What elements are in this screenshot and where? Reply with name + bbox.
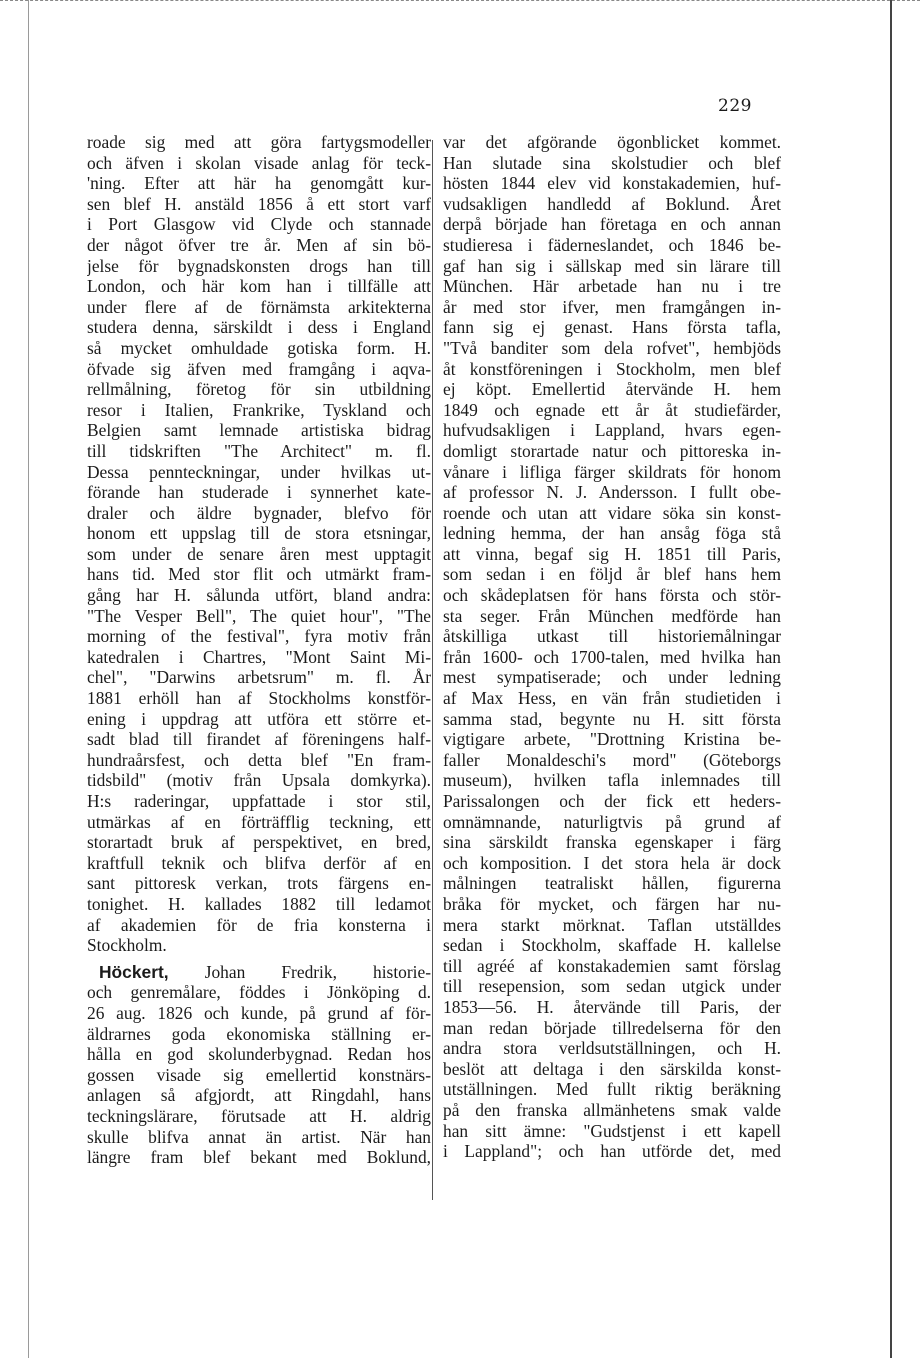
text-line: till resepension, som sedan utgick under	[443, 976, 781, 997]
entry-heading-line	[87, 962, 431, 983]
text-line: teckningslärare, förutsade att H. aldrig	[87, 1105, 431, 1126]
page-top-edge	[0, 0, 920, 5]
text-line: Han slutade sina skolstudier och blef	[443, 152, 781, 173]
text-line: samma stad, begynte nu H. sitt första	[443, 708, 781, 729]
text-line: domligt storartade natur och pittoreska in-	[443, 440, 781, 461]
text-line: sina särskildt franska egenskaper i färg	[443, 832, 781, 853]
text-line: sta seger. Från München medförde han	[443, 605, 781, 626]
text-line: skulle blifva annat än artist. När han	[87, 1126, 431, 1147]
text-line: sadt blad till firandet af föreningens half-	[87, 729, 431, 750]
text-line: 'ning. Efter att här ha genomgått kur-	[87, 173, 431, 194]
text-line: jelse för bygnadskonsten drogs han till	[87, 255, 431, 276]
text-line: år med stor ifver, men framgången in-	[443, 296, 781, 317]
text-line: och genremålare, föddes i Jönköping d.	[87, 982, 431, 1003]
left-column	[87, 132, 431, 1168]
page-number: 229	[718, 96, 752, 116]
text-line: af professor N. J. Andersson. I fullt obe-	[443, 482, 781, 503]
text-line: sen blef H. anstäld 1856 å ett stort varf	[87, 193, 431, 214]
text-line: London, och här kom han i tillfälle att	[87, 276, 431, 297]
text-line: 1853—56. H. återvände till Paris, der	[443, 996, 781, 1017]
text-line: och skådeplatsen för hans första och stör-	[443, 585, 781, 606]
text-line: var det afgörande ögonblicket kommet.	[443, 132, 781, 152]
text-line: katedralen i Chartres, "Mont Saint Mi-	[87, 646, 431, 667]
text-line: längre fram blef bekant med Boklund,	[87, 1147, 431, 1168]
text-line: hålla en god skolunderbygnad. Redan hos	[87, 1044, 431, 1065]
text-line: utmärkas af en förträfflig teckning, ett	[87, 811, 431, 832]
text-line: ledning hemma, der han ansåg föga stå	[443, 523, 781, 544]
text-line: åtskilliga utkast till historiemålningar	[443, 626, 781, 647]
text-line: chel", "Darwins arbetsrum" m. fl. År	[87, 667, 431, 688]
page-right-edge	[890, 0, 892, 1358]
text-line: i Lappland"; och han utförde det, med	[443, 1141, 781, 1162]
text-line: till tidskriften "The Architect" m. fl.	[87, 440, 431, 461]
text-line: storartadt bruk af perspektivet, en bred,	[87, 832, 431, 853]
text-line: vigtigare arbete, "Drottning Kristina be-	[443, 729, 781, 750]
text-line: vudsakligen handledd af Boklund. Året	[443, 193, 781, 214]
text-line: förande han studerade i synnerhet kate-	[87, 482, 431, 503]
text-line: kraftfull teknik och blifva derför af en	[87, 852, 431, 873]
text-line: morning of the festival", fyra motiv från	[87, 626, 431, 647]
text-line: af akademien för de fria konsterna i	[87, 914, 431, 935]
text-line: München. Här arbetade han nu i tre	[443, 276, 781, 297]
text-line: utställningen. Med fullt riktig beräkning	[443, 1079, 781, 1100]
text-line: sant pittoresk verkan, trots färgens en-	[87, 873, 431, 894]
text-line: åt konstföreningen i Stockholm, men blef	[443, 358, 781, 379]
text-line: hösten 1844 elev vid konstakademien, huf-	[443, 173, 781, 194]
text-line: hans tid. Med stor flit och utmärkt fram-	[87, 564, 431, 585]
left-column-body	[87, 132, 431, 956]
text-line: han sitt ämne: "Gudstjenst i ett kapell	[443, 1120, 781, 1141]
right-column-body	[443, 132, 781, 1162]
text-line: äldrarnes goda ekonomiska ställning er-	[87, 1023, 431, 1044]
text-line: "Två banditer som dela rofvet", hembjöds	[443, 337, 781, 358]
text-line: Belgien samt lemnade artistiska bidrag	[87, 420, 431, 441]
text-line: att vinna, begaf sig H. 1851 till Paris,	[443, 543, 781, 564]
text-line: draler och äldre bygnader, blefvo för	[87, 502, 431, 523]
text-line: vånare i lifliga färger skildrats för honom	[443, 461, 781, 482]
text-line: hufvudsakligen i Lappland, hvars egen-	[443, 420, 781, 441]
text-line: till agréé af konstakademien samt förslag	[443, 955, 781, 976]
text-line: mest sympatiserade; och under ledning	[443, 667, 781, 688]
text-line: studieresa i fäderneslandet, och 1846 be-	[443, 234, 781, 255]
text-line: som sedan i en följd år blef hans hem	[443, 564, 781, 585]
text-line: så mycket omhuldade gotiska form. H.	[87, 337, 431, 358]
text-line: roende och utan att vidare söka sin konst-	[443, 502, 781, 523]
text-line: faller Monaldeschi's mord" (Göteborgs	[443, 749, 781, 770]
text-line: beslöt att deltaga i den särskilda konst-	[443, 1058, 781, 1079]
entry-heading-rest: Johan Fredrik, historie-	[168, 961, 431, 982]
left-column-entry-body	[87, 982, 431, 1167]
entry-headword: Höckert,	[99, 961, 169, 982]
text-line: gossen visade sig emellertid konstnärs-	[87, 1064, 431, 1085]
text-line: i Port Glasgow vid Clyde och stannade	[87, 214, 431, 235]
text-line: bråka för mycket, och färgen har nu-	[443, 893, 781, 914]
text-line: sedan i Stockholm, skaffade H. kallelse	[443, 935, 781, 956]
text-line: Stockholm.	[87, 935, 167, 956]
text-line: 1881 erhöll han af Stockholms konstför-	[87, 688, 431, 709]
text-line: Dessa pennteckningar, under hvilkas ut-	[87, 461, 431, 482]
text-line: museum), hvilken tafla inlemnades till	[443, 770, 781, 791]
text-line: fann sig ej genast. Hans första tafla,	[443, 317, 781, 338]
text-line: man redan började tillredelserna för den	[443, 1017, 781, 1038]
right-column	[443, 132, 781, 1162]
page-left-edge	[28, 0, 29, 1358]
text-line: 1849 och egnade ett år åt studiefärder,	[443, 399, 781, 420]
text-line: resor i Italien, Frankrike, Tyskland och	[87, 399, 431, 420]
text-line: gång har H. sålunda utfört, bland andra:	[87, 585, 431, 606]
text-line: H:s raderingar, uppfattade i stor stil,	[87, 791, 431, 811]
text-line: af Max Hess, en vän från studietiden i	[443, 688, 781, 709]
text-line: på den franska allmänhetens smak valde	[443, 1099, 781, 1120]
text-line: hundraårsfest, och detta blef "En fram-	[87, 749, 431, 770]
text-line: omnämnande, naturligtvis på grund af	[443, 811, 781, 832]
text-line: gaf han sig i sällskap med sin lärare till	[443, 255, 781, 276]
text-line: der något öfver tre år. Men af sin bö-	[87, 234, 431, 255]
text-line: från 1600- och 1700-talen, med hvilka han	[443, 646, 781, 667]
text-line: andra stora verldsutställningen, och H.	[443, 1038, 781, 1059]
text-line: tonighet. H. kallades 1882 till ledamot	[87, 893, 431, 914]
text-line: honom ett uppslag till de stora etsningar,	[87, 523, 431, 544]
text-line: mera starkt mörknat. Taflan utställdes	[443, 914, 781, 935]
text-line: rellmålning, företog för sin utbildning	[87, 379, 431, 400]
text-line: ej köpt. Emellertid återvände H. hem	[443, 379, 781, 400]
text-line: anlagen så afgjordt, att Ringdahl, hans	[87, 1085, 431, 1106]
text-line: tidsbild" (motiv från Upsala domkyrka).	[87, 770, 431, 791]
text-line: som under de senare åren mest upptagit	[87, 543, 431, 564]
text-line: och äfven i skolan visade anlag för teck-	[87, 152, 431, 173]
text-line: roade sig med att göra fartygsmodeller	[87, 132, 431, 152]
text-line: och komposition. I det stora hela är dock	[443, 852, 781, 873]
text-line: under flere af de förnämsta arkitekterna	[87, 296, 431, 317]
text-line: "The Vesper Bell", The quiet hour", "The	[87, 605, 431, 626]
text-line: studera denna, särskildt i dess i England	[87, 317, 431, 338]
text-line: öfvade sig äfven med framgång i aqva-	[87, 358, 431, 379]
text-line: Parissalongen och der fick ett heders-	[443, 791, 781, 811]
text-line: målningen teatraliskt hållen, figurerna	[443, 873, 781, 894]
text-line: ening i uppdrag att utföra ett större et-	[87, 708, 431, 729]
column-divider	[432, 140, 433, 1200]
text-line: 26 aug. 1826 och kunde, på grund af för-	[87, 1002, 431, 1023]
text-line: derpå började han företaga en och annan	[443, 214, 781, 235]
